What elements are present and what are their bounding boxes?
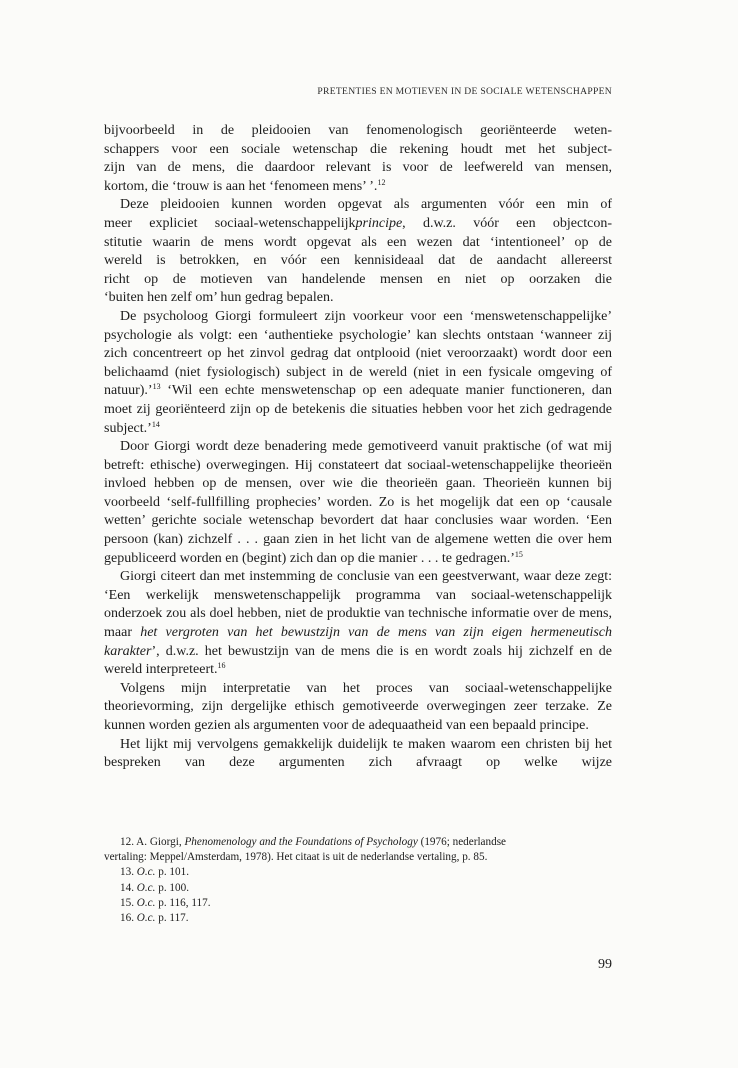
footnote-number: 14. — [120, 881, 134, 894]
text-fragment: Volgens mijn interpretatie van het proces van sociaal-wetenschappelijke theorievorming, zijn dergelijke ethisch gemotiveerde overwegingen zeer terzake. Ze kunnen worden gezien als argumenten voor de adequaatheid van een bepaald principe. — [104, 680, 612, 733]
footnote-oc: O.c. — [136, 911, 156, 924]
text-fragment: meer expliciet sociaal-wetenschappelijk — [104, 215, 356, 231]
italic-phrase: het vergroten van het bewustzijn van de mens van zijn eigen hermeneutisch karakter — [104, 625, 613, 659]
running-head: PRETENTIES EN MOTIEVEN IN DE SOCIALE WETENSCHAPPEN — [317, 86, 612, 97]
text-line: ‘buiten hen zelf om’ hun gedrag bepalen. — [104, 290, 334, 306]
footnote-author: A. Giorgi, — [136, 836, 182, 848]
page-number: 99 — [598, 957, 612, 972]
footnote-oc: O.c. — [136, 896, 156, 909]
text-fragment: Giorgi citeert dan met instemming de conclusie van een geestverwant, waar deze zegt: ‘Een werkelijk menswetenschappelijk programma van sociaal-wetenschappelijk onderzoek zou als doel hebben, niet de produktie van technische informatie over de mens, maar — [104, 569, 612, 641]
italic-term: principe — [355, 215, 403, 231]
paragraph-interpretation — [104, 680, 612, 736]
body-text — [104, 122, 612, 773]
footnote-page: p. 117. — [158, 911, 189, 924]
footnote-12-cont: vertaling: Meppel/Amsterdam, 1978). Het citaat is uit de nederlandse vertaling, p. 85. — [104, 851, 488, 864]
text-fragment: ’, d.w.z. het bewustzijn van de mens die is en wordt zoals hij zichzelf en de wereld interpreteert. — [104, 643, 612, 678]
paragraph-motivation — [104, 438, 612, 568]
paragraph-giorgi — [104, 308, 612, 438]
footnote-marker: 16 — [217, 661, 226, 671]
footnote-number: 16. — [120, 911, 134, 924]
footnote-marker: 12 — [377, 177, 386, 187]
footnote-number: 13. — [120, 866, 134, 879]
text-fragment: De psycholoog Giorgi formuleert zijn voorkeur voor een ‘menswetenschappelijke’ psychologie als volgt: een ‘authentieke psychologie’ kan slechts ontstaan ‘wanneer zij zich concentreert op het zinvol gedrag dat ontplooid (niet veroorzaakt) wordt door een belichaamd (niet fysiologisch) subject in de wereld (niet in een fysicale omgeving of natuur).’ — [104, 308, 612, 399]
footnote-page: p. 116, 117. — [158, 896, 211, 909]
footnote-marker: 14 — [151, 419, 160, 429]
text-line: schappers voor een sociale wetenschap die rekening houdt met het subject- — [104, 141, 612, 157]
text-fragment: Door Giorgi wordt deze benadering mede gemotiveerd vanuit praktische (of wat mij betreft: ethische) overwegingen. Hij constateert dat sociaal-wetenschappelijke theorieën invloed hebben op de mensen, over wie die theorieën gaan. Theorieën kunnen bij voorbeeld ‘self-fullfilling prophecies’ worden. Zo is het mogelijk dat een op ‘causale wetten’ gerichte sociale wetenschap bevordert dat haar conclusies waar worden. ‘Een persoon (kan) zichzelf . . . gaan zien in het licht van de algemene wetten die over hem gepubliceerd worden en (begint) zich dan op die manier . . . te gedragen.’ — [104, 439, 612, 566]
footnote-page: p. 100. — [158, 881, 189, 894]
footnote-number: 12. — [120, 836, 134, 848]
text-line: stitutie waarin de mens wordt opgevat als een wezen dat ‘intentioneel’ op de — [104, 234, 612, 250]
text-fragment: ‘Wil een echte menswetenschap op een adequate manier functioneren, dan moet zij georiënteerd zijn op de betekenis die situaties hebben voor het zich gedragende subject.’ — [104, 383, 612, 436]
text-fragment: kortom, die ‘trouw is aan het ‘fenomeen mens’ ’. — [104, 178, 378, 194]
footnote-title: Phenomenology and the Foundations of Psychology — [184, 836, 418, 848]
footnote-oc: O.c. — [136, 881, 156, 894]
text-fragment: Het lijkt mij vervolgens gemakkelijk duidelijk te maken waarom een christen bij het bespreken van deze argumenten zich afvraagt op welke wijze — [104, 736, 612, 771]
footnote-marker: 13 — [152, 382, 161, 392]
footnote-13 — [104, 865, 612, 880]
paragraph-citation — [104, 568, 612, 680]
footnote-text: (1976; nederlandse — [420, 836, 507, 848]
text-line: wereld is betrokken, en vóór een kennisideaal dat de aandacht allereerst — [104, 253, 612, 269]
footnotes — [104, 835, 612, 926]
footnote-14 — [104, 881, 612, 896]
footnote-16 — [104, 911, 612, 926]
footnote-oc: O.c. — [136, 866, 156, 879]
footnote-12 — [104, 835, 612, 850]
text-line: bijvoorbeeld in de pleidooien van fenomenologisch georiënteerde weten- — [104, 123, 612, 138]
footnote-marker: 15 — [514, 549, 523, 559]
text-line: zijn van de mens, die daardoor relevant is voor de leefwereld van mensen, — [104, 160, 612, 176]
text-line — [104, 178, 612, 197]
paragraph-christen — [104, 736, 612, 773]
footnote-page: p. 101. — [158, 866, 189, 879]
footnote-15 — [104, 896, 612, 911]
text-line: richt op de motieven van handelende mensen en niet op oorzaken die — [104, 271, 612, 287]
text-fragment: , d.w.z. vóór een objectcon- — [402, 215, 612, 231]
text-line — [104, 215, 612, 234]
text-line: Deze pleidooien kunnen worden opgevat als argumenten vóór een min of — [120, 197, 612, 213]
footnote-number: 15. — [120, 896, 134, 909]
